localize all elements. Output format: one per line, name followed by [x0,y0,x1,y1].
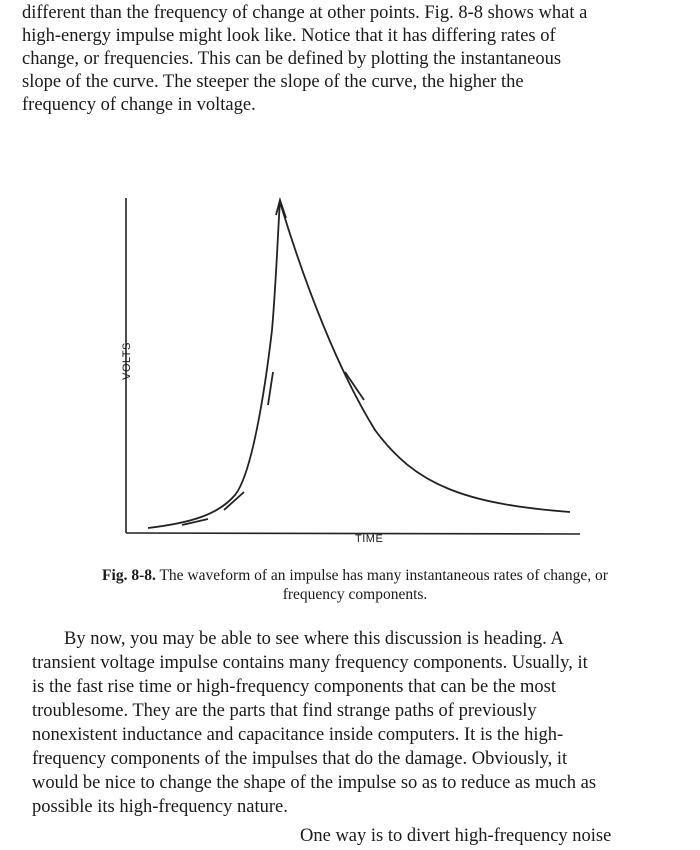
text-line: is the fast rise time or high-frequency components that can be the most [32,677,557,697]
text-line: different than the frequency of change at other points. Fig. 8-8 shows what a [22,3,588,23]
bottom-paragraph [32,627,682,819]
slope-tangent-mark [224,492,244,510]
text-line: would be nice to change the shape of the impulse so as to reduce as much as [32,773,597,793]
text-line: possible its high-frequency nature. [32,797,288,817]
figure-number: Fig. 8-8. [102,567,156,584]
top-paragraph [22,2,672,117]
x-axis [126,533,580,534]
caption-line [40,566,670,585]
text-line: frequency components of the impulses that do the damage. Obviously, it [32,749,568,769]
y-axis-label: VOLTS [120,342,133,380]
text-line: nonexistent inductance and capacitance inside computers. It is the high- [32,725,564,745]
figure-caption [40,566,670,604]
caption-text: The waveform of an impulse has many instantaneous rates of change, or [155,567,608,584]
impulse-waveform-figure [100,190,600,560]
text-line: transient voltage impulse contains many frequency components. Usually, it [32,653,588,673]
cut-off-next-line: One way is to divert high-frequency noise [300,826,612,846]
text-line: troublesome. They are the parts that find strange paths of previously [32,701,537,721]
slope-tangent-mark [268,372,273,405]
slope-tangent-mark [345,372,364,400]
x-axis-label: TIME [355,533,384,545]
text-line: high-energy impulse might look like. Notice that it has differing rates of [22,26,556,46]
text-line: By now, you may be able to see where this discussion is heading. A [64,629,564,649]
caption-line: frequency components. [282,586,428,603]
text-line: slope of the curve. The steeper the slope of the curve, the higher the [22,72,524,92]
impulse-decay-curve [280,202,570,512]
impulse-rise-curve [148,200,280,528]
text-line: change, or frequencies. This can be defined by plotting the instantaneous [22,49,562,69]
text-line: frequency of change in voltage. [22,95,256,115]
